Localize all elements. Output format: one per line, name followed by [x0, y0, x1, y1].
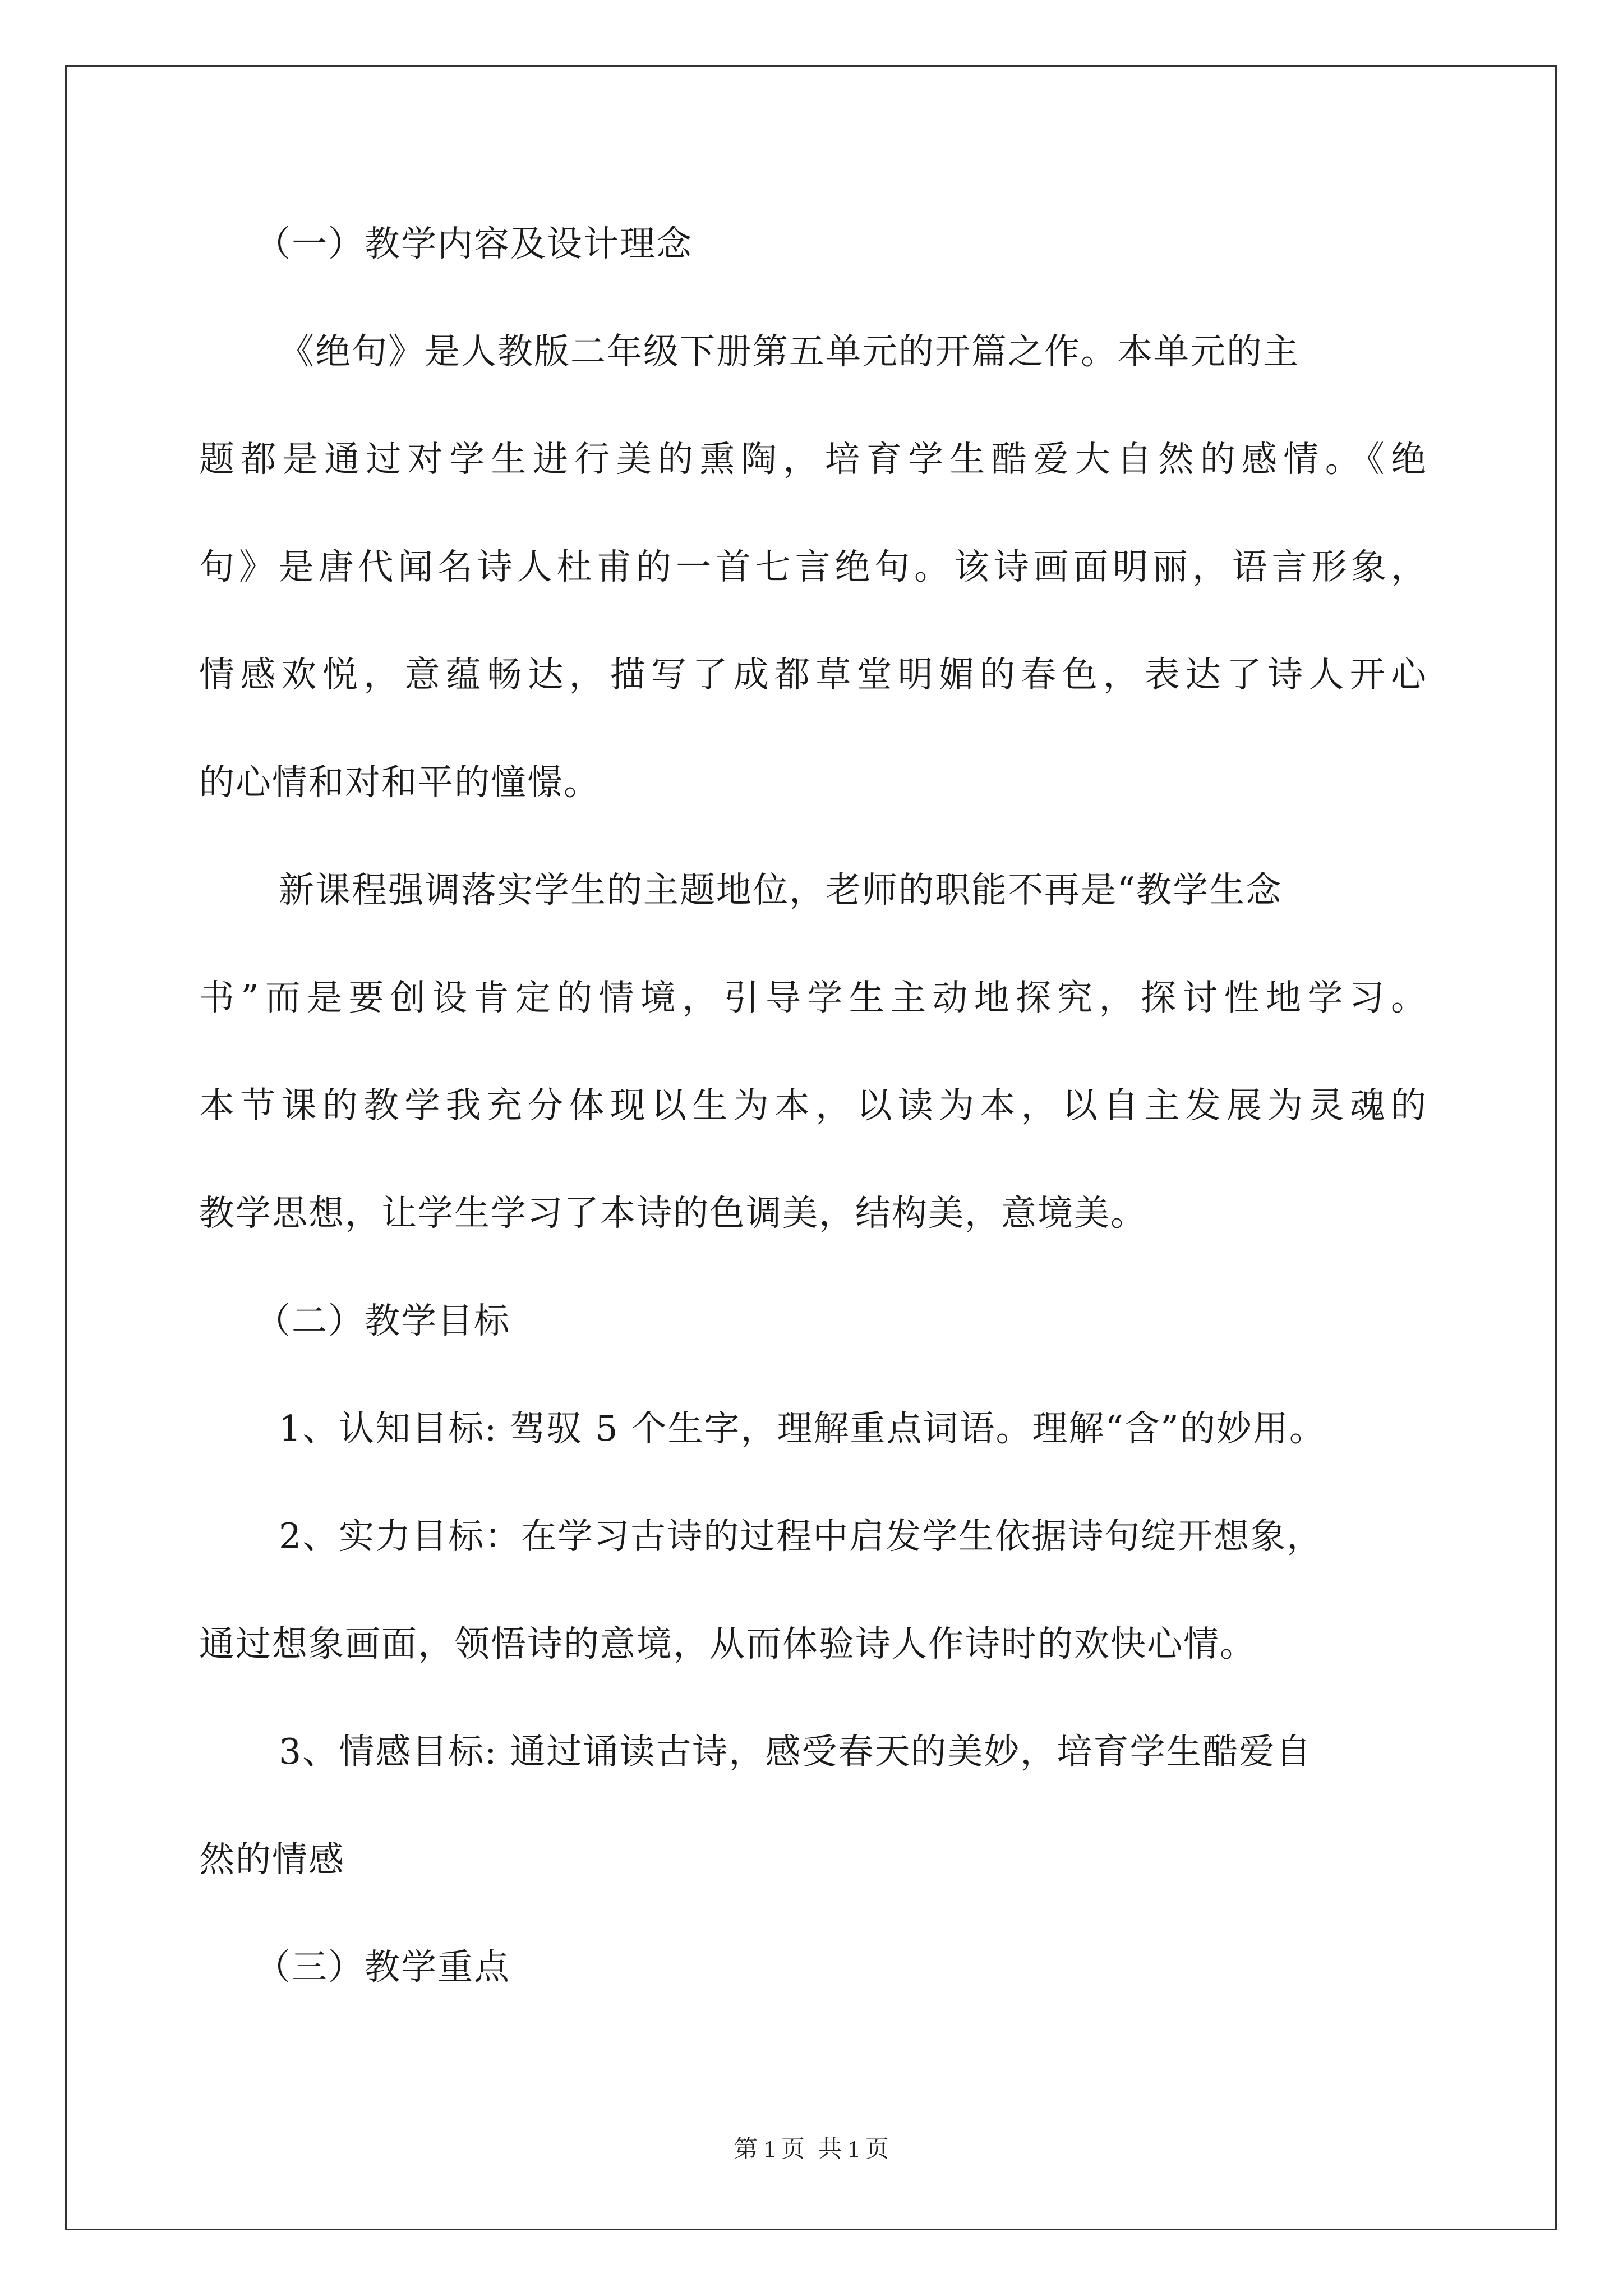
- page-number-total: 共 1 页: [818, 2137, 889, 2162]
- page-border: [65, 65, 1557, 2230]
- goal-3-line-2: 然的情感: [199, 1839, 345, 1880]
- paragraph-2-line-2: 书”而是要创设肯定的情境，引导学生主动地探究，探讨性地学习。: [199, 977, 1427, 1018]
- paragraph-2-line-4: 教学思想，让学生学习了本诗的色调美，结构美，意境美。: [199, 1193, 1147, 1234]
- paragraph-1-line-3: 句》是唐代闻名诗人杜甫的一首七言绝句。该诗画面明丽，语言形象，: [199, 546, 1427, 587]
- paragraph-2-line-3: 本节课的教学我充分体现以生为本，以读为本，以自主发展为灵魂的: [199, 1085, 1427, 1126]
- paragraph-2-line-1: 新课程强调落实学生的主题地位，老师的职能不再是“教学生念: [279, 869, 1283, 910]
- goal-1: 1、认知目标: 驾驭 5 个生字，理解重点词语。理解“含”的妙用。: [279, 1408, 1326, 1449]
- paragraph-1-line-1: 《绝句》是人教版二年级下册第五单元的开篇之作。本单元的主: [279, 331, 1299, 372]
- goal-2-line-1: 2、实力目标：在学习古诗的过程中启发学生依据诗句绽开想象，: [279, 1516, 1324, 1557]
- paragraph-1-line-5: 的心情和对和平的憧憬。: [199, 762, 600, 803]
- heading-teaching-goals: （二）教学目标: [255, 1300, 510, 1341]
- paragraph-1-line-4: 情感欢悦，意蕴畅达，描写了成都草堂明媚的春色，表达了诗人开心: [199, 654, 1427, 695]
- heading-content-and-design: （一）教学内容及设计理念: [255, 223, 693, 264]
- goal-2-line-2: 通过想象画面，领悟诗的意境，从而体验诗人作诗时的欢快心情。: [199, 1623, 1256, 1664]
- page-number-current: 第 1 页: [734, 2137, 805, 2162]
- heading-teaching-focus: （三）教学重点: [255, 1947, 510, 1987]
- goal-3-line-1: 3、情感目标: 通过诵读古诗，感受春天的美妙，培育学生酷爱自: [279, 1731, 1312, 1772]
- page-footer: [0, 2134, 1623, 2165]
- paragraph-1-line-2: 题都是通过对学生进行美的熏陶，培育学生酷爱大自然的感情。《绝: [199, 439, 1427, 480]
